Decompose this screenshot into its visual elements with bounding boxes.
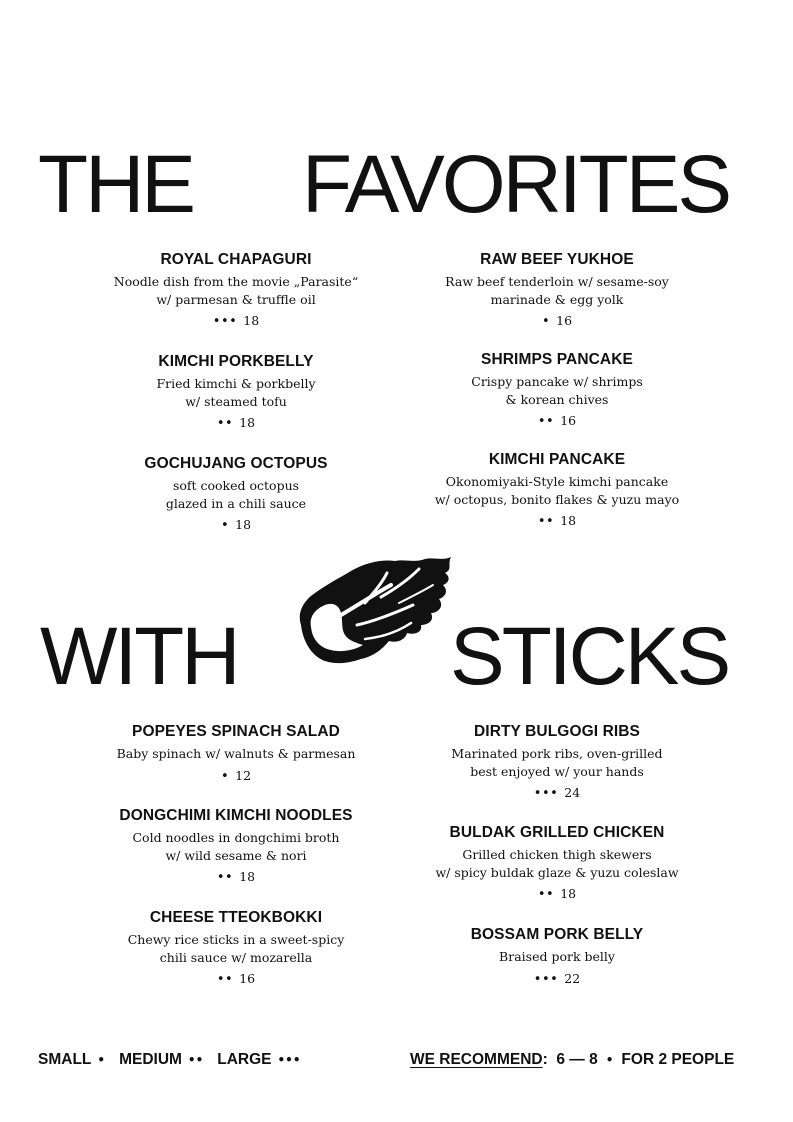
item-description: Crispy pancake w/ shrimps & korean chives — [471, 374, 643, 407]
item-description: Noodle dish from the movie „Parasite“ w/ parmesan & truffle oil — [113, 274, 359, 307]
item-price: 18 — [235, 517, 252, 532]
item-price: 16 — [239, 971, 256, 986]
item-name: SHRIMPS PANCAKE — [481, 351, 633, 368]
heading-with: WITH — [40, 611, 238, 702]
item-name: KIMCHI PANCAKE — [488, 451, 626, 468]
item-price: 16 — [560, 413, 577, 428]
item-price: 12 — [235, 767, 252, 783]
size-dots: • — [220, 768, 230, 784]
item-price: 18 — [239, 869, 256, 884]
item-name: KIMCHI PORKBELLY — [158, 353, 314, 370]
item-price: 18 — [243, 313, 260, 328]
item-price-line — [86, 868, 386, 886]
item-name: RAW BEEF YUKHOE — [480, 251, 634, 268]
item-description: soft cooked octopus glazed in a chili sauce — [165, 478, 307, 511]
size-dots: •• — [537, 414, 555, 429]
item-description: Baby spinach w/ walnuts & parmesan — [116, 746, 356, 761]
item-name: BOSSAM PORK BELLY — [470, 926, 644, 943]
size-dots: ••• — [212, 314, 238, 329]
item-description: Cold noodles in dongchimi broth w/ wild sesame & nori — [132, 830, 340, 863]
item-price-line — [407, 312, 707, 330]
item-description: Marinated pork ribs, oven-grilled best enjoyed w/ your hands — [451, 746, 663, 779]
item-price-line — [86, 970, 386, 988]
size-legend — [38, 1050, 301, 1070]
size-dots: ••• — [533, 786, 559, 801]
item-name: CHEESE TTEOKBOKKI — [149, 909, 323, 926]
item-description: Fried kimchi & porkbelly w/ steamed tofu — [156, 376, 316, 409]
size-dots: ••• — [533, 971, 559, 987]
size-dots: •• — [216, 972, 234, 987]
heading-sticks: STICKS — [450, 611, 729, 702]
item-price-line — [407, 512, 707, 530]
item-price-line — [407, 970, 707, 988]
menu-item — [86, 908, 386, 988]
item-price: 22 — [564, 970, 581, 986]
item-name: DIRTY BULGOGI RIBS — [474, 723, 640, 740]
item-price-line — [86, 414, 386, 432]
item-name: GOCHUJANG OCTOPUS — [144, 455, 328, 472]
item-price-line — [407, 784, 707, 802]
menu-item — [86, 722, 386, 785]
item-price-line — [86, 767, 386, 785]
recommend-range: : 6 — 8 — [542, 1051, 598, 1068]
item-price: 18 — [560, 513, 577, 528]
item-name: POPEYES SPINACH SALAD — [132, 723, 340, 740]
recommend-people: FOR 2 PEOPLE — [621, 1051, 735, 1068]
size-dots: •• — [216, 870, 234, 885]
heading-the: THE — [38, 139, 193, 230]
size-dots: •• — [216, 416, 234, 431]
item-price: 24 — [564, 785, 581, 800]
item-price-line — [407, 885, 707, 903]
menu-item — [86, 352, 386, 432]
size-dots: • — [541, 314, 551, 329]
heading-favorites: FAVORITES — [302, 139, 730, 230]
recommend-label: WE RECOMMEND — [410, 1051, 543, 1068]
size-dots: • — [220, 518, 230, 533]
size-large-label: LARGE — [217, 1051, 272, 1068]
menu-item — [86, 454, 386, 534]
item-description: Grilled chicken thigh skewers w/ spicy buldak glaze & yuzu coleslaw — [435, 847, 679, 880]
size-medium-dots: •• — [187, 1053, 204, 1067]
item-price-line — [407, 412, 707, 430]
size-dots: •• — [537, 514, 555, 529]
item-price-line — [86, 312, 386, 330]
menu-item — [86, 250, 386, 330]
menu-item — [407, 925, 707, 988]
item-name: BULDAK GRILLED CHICKEN — [449, 824, 665, 841]
item-description: Okonomiyaki-Style kimchi pancake w/ octopus, bonito flakes & yuzu mayo — [434, 474, 680, 507]
item-name: DONGCHIMI KIMCHI NOODLES — [119, 807, 353, 824]
item-price: 18 — [560, 886, 577, 901]
item-name: ROYAL CHAPAGURI — [160, 251, 312, 268]
item-description: Raw beef tenderloin w/ sesame-soy marinade & egg yolk — [445, 274, 669, 307]
size-dots: •• — [537, 887, 555, 902]
menu-item — [407, 722, 707, 802]
item-price: 16 — [556, 313, 573, 328]
item-price-line — [86, 516, 386, 534]
item-description: Chewy rice sticks in a sweet-spicy chili sauce w/ mozarella — [127, 932, 345, 965]
menu-item — [407, 823, 707, 903]
recommend-dot: • — [605, 1053, 614, 1067]
napa-cabbage-icon — [295, 555, 457, 673]
size-small-dots: • — [97, 1053, 106, 1067]
menu-item — [407, 250, 707, 330]
size-medium-label: MEDIUM — [119, 1051, 182, 1068]
item-price: 18 — [239, 415, 256, 430]
size-large-dots: ••• — [277, 1053, 301, 1067]
menu-item — [86, 806, 386, 886]
item-description: Braised pork belly — [499, 949, 615, 964]
size-small-label: SMALL — [38, 1051, 92, 1068]
recommendation — [410, 1050, 734, 1070]
menu-item — [407, 350, 707, 430]
menu-item — [407, 450, 707, 530]
